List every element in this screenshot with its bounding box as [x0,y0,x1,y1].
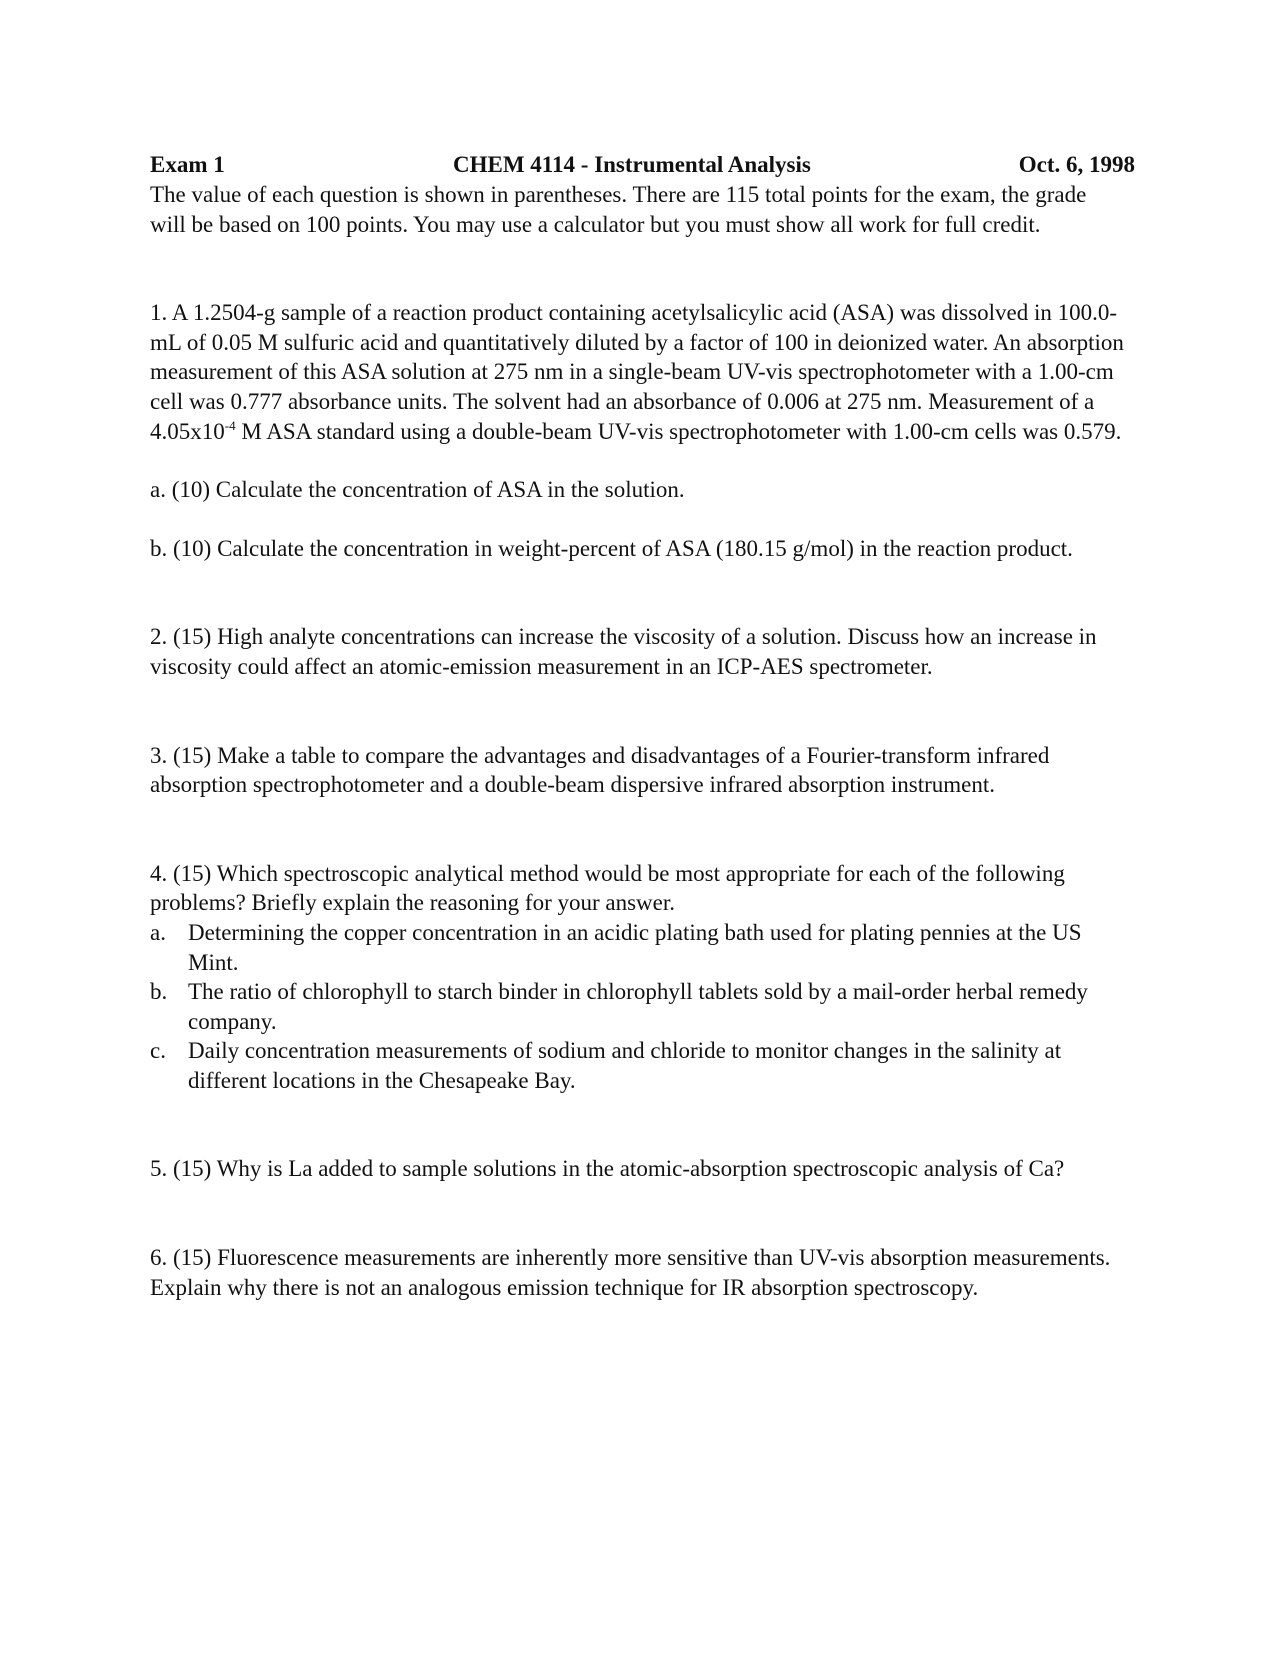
course-title: CHEM 4114 - Instrumental Analysis [453,152,811,177]
question-1-text-a: 1. A 1.2504-g sample of a reaction product containing acetylsalicylic acid (ASA) was dissolved in 100.0-mL of 0.05 M sulfuric acid and quantitatively diluted by a factor of 100 in deionized water. An absorption measurement of this ASA solution at 275 nm in a single-beam UV-vis spectrophotometer with a 1.00-cm cell was 0.777 absorbance units. The solvent had an absorbance of 0.006 at 275 nm. Measurement of a 4.05x10 [150,300,1124,444]
item-label: c. [150,1038,166,1064]
question-5: 5. (15) Why is La added to sample solutions in the atomic-absorption spectroscopic analysis of Ca? [150,1156,1065,1182]
exam-date: Oct. 6, 1998 [1018,152,1135,177]
question-1-part-a: a. (10) Calculate the concentration of ASA in the solution. [150,477,685,503]
exam-header [150,150,1135,180]
question-3: 3. (15) Make a table to compare the advantages and disadvantages of a Fourier-transform infrared absorption spectrophotometer and a double-beam dispersive infrared absorption instrument. [150,742,1050,798]
question-4 [150,859,1135,1096]
question-2: 2. (15) High analyte concentrations can increase the viscosity of a solution. Discuss how an increase in viscosity could affect an atomic-emission measurement in an ICP-AES spectrometer. [150,624,1097,679]
exam-number: Exam 1 [150,152,225,177]
exam-instructions: The value of each question is shown in parentheses. There are 115 total points for the exam, the grade will be based on 100 points. You may use a calculator but you must show all work for full credit. [150,182,1087,237]
question-4-items [150,918,1135,1096]
question-4-item [150,918,1135,977]
question-1-part-b: b. (10) Calculate the concentration in weight-percent of ASA (180.15 g/mol) in the reaction product. [150,535,1073,561]
exam-page [150,150,1135,1302]
item-label: b. [150,979,168,1005]
question-1 [150,298,1135,446]
item-text: Determining the copper concentration in an acidic plating bath used for plating pennies at the US Mint. [188,919,1082,975]
item-text: Daily concentration measurements of sodium and chloride to monitor changes in the salinity at different locations in the Chesapeake Bay. [188,1038,1062,1093]
question-4-item [150,1036,1135,1095]
item-text: The ratio of chlorophyll to starch binder in chlorophyll tablets sold by a mail-order herbal remedy company. [188,979,1088,1034]
question-4-item [150,977,1135,1036]
question-4-intro: 4. (15) Which spectroscopic analytical method would be most appropriate for each of the following problems? Briefly explain the reasoning for your answer. [150,860,1065,916]
question-1-text-b: M ASA standard using a double-beam UV-vis spectrophotometer with 1.00-cm cells was 0.579. [235,418,1122,444]
item-label: a. [150,919,166,945]
question-1-exponent: -4 [224,417,236,433]
question-6: 6. (15) Fluorescence measurements are inherently more sensitive than UV-vis absorption measurements. Explain why there is not an analogous emission technique for IR absorption spectroscopy. [150,1245,1111,1300]
